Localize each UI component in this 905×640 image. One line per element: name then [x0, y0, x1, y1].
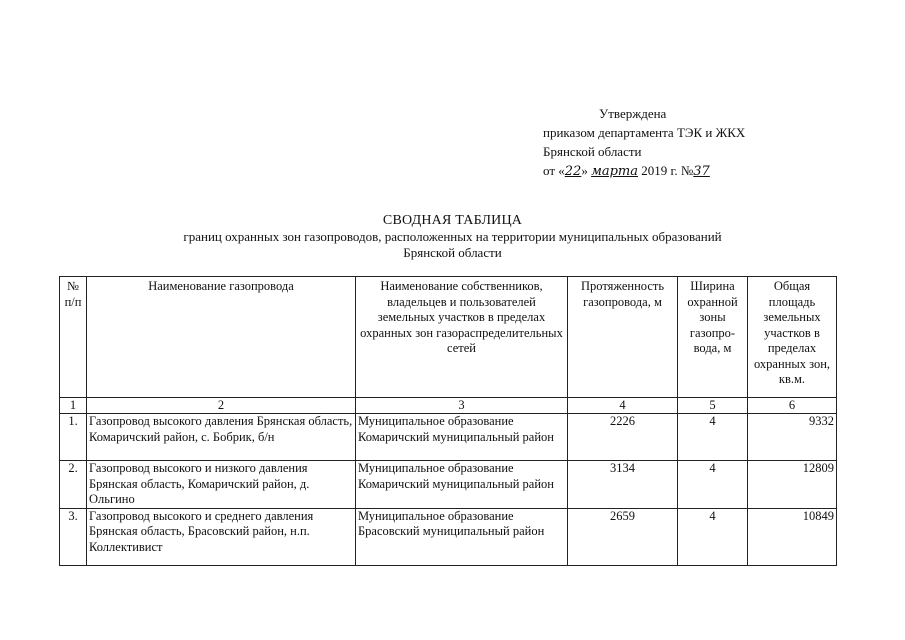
date-day: 22: [564, 164, 582, 179]
row-width: 4: [678, 508, 748, 565]
header-pipeline: Наименование газопровода: [87, 277, 356, 398]
document-subtitle-line1: границ охранных зон газопроводов, расположенных на территории муниципальных образований: [183, 229, 722, 244]
header-width: Ширина охранной зоны газопро-вода, м: [678, 277, 748, 398]
row-width: 4: [678, 461, 748, 509]
row-pipeline: Газопровод высокого и среднего давления Брянская область, Брасовский район, н.п. Коллективист: [87, 508, 356, 565]
approval-title: Утверждена: [599, 106, 667, 121]
row-owner: Муниципальное образование Брасовский муниципальный район: [356, 508, 568, 565]
approval-region-line: Брянской области: [543, 144, 642, 159]
header-area: Общая площадь земельных участков в пределах охранных зон, кв.м.: [748, 277, 837, 398]
date-month: марта: [591, 164, 638, 179]
row-pipeline: Газопровод высокого и низкого давления Брянская область, Комаричский район, д. Ольгино: [87, 461, 356, 509]
row-area: 12809: [748, 461, 837, 509]
header-length: Протяженность газопровода, м: [568, 277, 678, 398]
approval-stamp: [543, 104, 863, 181]
row-area: 9332: [748, 414, 837, 461]
table-row: [60, 508, 837, 565]
order-number: 37: [693, 164, 710, 179]
table-row: [60, 414, 837, 461]
column-number: 4: [568, 398, 678, 414]
row-num: 1.: [60, 414, 87, 461]
document-title: СВОДНАЯ ТАБЛИЦА: [382, 213, 523, 228]
date-year: 2019 г.: [641, 163, 678, 178]
row-area: 10849: [748, 508, 837, 565]
column-number: 6: [748, 398, 837, 414]
document-subtitle-line2: Брянской области: [403, 245, 502, 260]
column-number: 2: [87, 398, 356, 414]
table-header-row: [60, 277, 837, 398]
row-owner: Муниципальное образование Комаричский муниципальный район: [356, 461, 568, 509]
order-number-prefix: №: [680, 163, 694, 178]
row-num: 3.: [60, 508, 87, 565]
row-pipeline: Газопровод высокого давления Брянская область, Комаричский район, с. Бобрик, б/н: [87, 414, 356, 461]
approval-order-line: приказом департамента ТЭК и ЖКХ: [543, 125, 746, 140]
row-length: 2659: [568, 508, 678, 565]
table-row: [60, 461, 837, 509]
row-length: 2226: [568, 414, 678, 461]
column-number: 3: [356, 398, 568, 414]
header-owner: Наименование собственников, владельцев и пользователей земельных участков в пределах охранных зон газораспределительных сетей: [356, 277, 568, 398]
date-prefix: от «: [543, 163, 565, 178]
document-heading: [0, 213, 905, 261]
date-mid: »: [581, 163, 588, 178]
approval-date-line: [543, 161, 863, 181]
row-owner: Муниципальное образование Комаричский муниципальный район: [356, 414, 568, 461]
column-number-row: [60, 398, 837, 414]
row-width: 4: [678, 414, 748, 461]
column-number: 5: [678, 398, 748, 414]
column-number: 1: [60, 398, 87, 414]
row-length: 3134: [568, 461, 678, 509]
header-num: № п/п: [60, 277, 87, 398]
row-num: 2.: [60, 461, 87, 509]
summary-table: [59, 276, 837, 566]
